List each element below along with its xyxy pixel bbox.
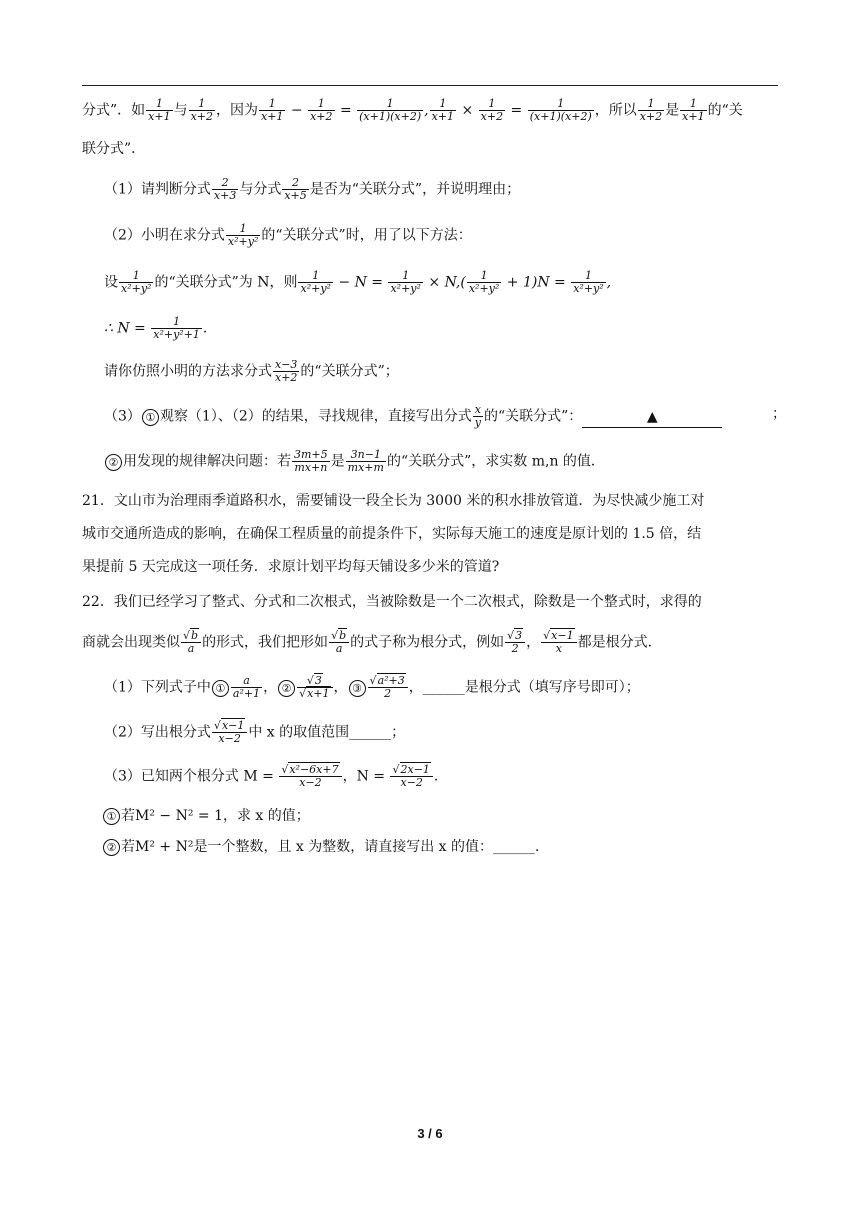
answer-blank[interactable] bbox=[582, 407, 722, 428]
triangle-icon: ▲ bbox=[646, 408, 658, 425]
q20-part2 bbox=[104, 223, 800, 248]
q22-sub1 bbox=[102, 806, 798, 826]
text: 是 bbox=[330, 453, 345, 470]
text: ． bbox=[433, 768, 448, 785]
fraction: $\frac{√3}{√x+1}$ bbox=[297, 675, 332, 700]
circled-number: ② bbox=[105, 454, 122, 471]
fraction: $\frac{1}{\text{x²+y²+1}}$ bbox=[153, 315, 200, 341]
text: （3） bbox=[104, 408, 141, 425]
intro-line-2: 联分式”． bbox=[82, 141, 146, 157]
q20-part3-2 bbox=[104, 449, 800, 474]
fraction: $\frac{1}{x+1}$ bbox=[148, 97, 171, 123]
q20-part1 bbox=[104, 177, 800, 202]
fraction: $\frac{\text{√a²+3}}{2}$ bbox=[368, 675, 408, 700]
text: ，因为 bbox=[216, 102, 259, 119]
text: 的“关联分式”为 N，则 bbox=[154, 274, 298, 291]
fraction: $\frac{1}{\text{x²+y²}}$ bbox=[227, 222, 259, 248]
fraction: $\frac{√b}{a}$ bbox=[181, 630, 201, 655]
text: 分式”．如 bbox=[82, 102, 146, 119]
text: ， bbox=[333, 679, 348, 696]
text: 的“关联分式”时，用了以下方法： bbox=[261, 227, 472, 244]
text: 的式子称为根分式，例如 bbox=[350, 634, 505, 651]
text: 的“关联分式”，求实数 m,n 的值． bbox=[386, 453, 605, 470]
fraction: $\frac{1}{x+1}$ bbox=[682, 97, 705, 123]
q22-part1 bbox=[104, 675, 800, 700]
fraction: $\frac{1}{x+1}$ bbox=[431, 97, 455, 123]
fraction: $\frac{1}{x+2}$ bbox=[480, 97, 504, 123]
fraction: $\frac{x-3}{x+2}$ bbox=[275, 358, 298, 384]
q20-method-line: 设 $\frac{1}{\text{x²+y²}}$ 的“关联分式”为 N，则 $\frac{1}{\text{x²+y²}}$ − N = $\frac{1}{\text{x²+y²}}$ × N,( $\frac{1}{\text{x²+y²}}$ + 1)N = $\frac{1}{\text{x²+y²}}$ , bbox=[104, 269, 612, 295]
q20-imitate bbox=[104, 359, 800, 384]
circled-number: ① bbox=[142, 409, 159, 426]
circled-number: ② bbox=[278, 680, 295, 697]
text: ， bbox=[263, 679, 278, 696]
text: 观察（1）、（2）的结果，寻找规律，直接写出分式 bbox=[159, 408, 472, 425]
q22-line-1: 22．我们已经学习了整式、分式和二次根式，当被除数是一个二次根式，除数是一个整式时，求得的 bbox=[82, 594, 702, 610]
circled-number: ② bbox=[103, 839, 120, 856]
circled-number: ① bbox=[212, 680, 229, 697]
text: 与 bbox=[173, 102, 188, 119]
text: ，N = bbox=[342, 768, 386, 785]
fraction: $\frac{1}{x+2}$ bbox=[190, 97, 214, 123]
fraction: $\frac{√x-1}{x-2}$ bbox=[212, 720, 247, 745]
fraction: $\frac{1}{x+2}$ bbox=[310, 97, 333, 123]
text: 若M² − N² = 1，求 x 的值； bbox=[121, 808, 310, 824]
fraction: $\frac{\text{√x²−6x+7}}{x-2}$ bbox=[279, 764, 341, 789]
fraction: $\frac{1}{\text{x²+y²}}$ bbox=[468, 269, 500, 295]
fraction: $\frac{a}{\text{a²+1}}$ bbox=[232, 674, 261, 700]
text: 的“关联分式”： bbox=[483, 408, 583, 425]
fraction: $\frac{1}{x+1}$ bbox=[261, 97, 284, 123]
fraction: $\frac{√2x-1}{x-2}$ bbox=[390, 764, 432, 789]
text: 用发现的规律解决问题：若 bbox=[123, 453, 291, 470]
q22-part3 bbox=[104, 764, 800, 789]
q21-line-1: 21．文山市为治理雨季道路积水，需要铺设一段全长为 3000 米的积水排放管道．为尽快减少施工对 bbox=[82, 493, 705, 509]
fraction: $\frac{√3}{2}$ bbox=[505, 630, 525, 655]
text: 的“关联分式”； bbox=[300, 363, 399, 380]
intro-line-1: 分式”．如 $\frac{1}{x+1}$ 与 $\frac{1}{x+2}$ ，因为 $\frac{1}{x+1}$ − $\frac{1}{x+2}$ = $\frac{1}{(x+1)(x+2)}$ , $\frac{1}{x+1}$ × $\frac{1}{x+2}$ = $\frac{1}{(x+1)(x+2)}$ ，所以 $\frac{1}{x+2}$ 是 $\frac{1}{x+1}$ 的“关 bbox=[82, 97, 743, 123]
text: 的“关 bbox=[707, 102, 743, 119]
q22-sub2 bbox=[102, 837, 798, 857]
text: 的形式，我们把形如 bbox=[202, 634, 329, 651]
q22-line-2 bbox=[82, 630, 778, 655]
text: 中 x 的取值范围______； bbox=[248, 724, 406, 741]
fraction: $\frac{1}{x+2}$ bbox=[639, 97, 663, 123]
text: ， bbox=[526, 634, 541, 651]
text: 商就会出现类似 bbox=[82, 634, 180, 651]
text: 设 bbox=[104, 274, 118, 291]
text: （1）请判断分式 bbox=[104, 181, 211, 198]
q21-line-3: 果提前 5 天完成这一项任务．求原计划平均每天铺设多少米的管道? bbox=[82, 559, 500, 575]
page-number: 3 / 6 bbox=[417, 1126, 443, 1141]
q21-line-2: 城市交通所造成的影响，在确保工程质量的前提条件下，实际每天施工的速度是原计划的 1.5 倍，结 bbox=[82, 526, 702, 542]
text: 与分式 bbox=[239, 181, 282, 198]
fraction: $\frac{3m+5}{mx+n}$ bbox=[294, 448, 328, 474]
q20-therefore: ∴ N = $\frac{1}{\text{x²+y²+1}}$ . bbox=[104, 315, 208, 341]
text: （2）写出根分式 bbox=[104, 724, 211, 741]
circled-number: ③ bbox=[349, 680, 366, 697]
text: ，所以 bbox=[594, 102, 637, 119]
text: 请你仿照小明的方法求分式 bbox=[104, 363, 272, 380]
fraction: $\frac{1}{(x+1)(x+2)}$ bbox=[529, 97, 592, 123]
fraction: $\frac{x}{y}$ bbox=[474, 403, 481, 429]
text: ； bbox=[772, 406, 786, 422]
fraction: $\frac{√x-1}{x}$ bbox=[541, 630, 576, 655]
text: ∴ N = bbox=[104, 320, 146, 337]
text: 若M² + N²是一个整数，且 x 为整数，请直接写出 x 的值：______． bbox=[121, 839, 550, 855]
fraction: $\frac{1}{\text{x²+y²}}$ bbox=[300, 269, 331, 295]
text: （2）小明在求分式 bbox=[104, 227, 225, 244]
text: （3）已知两个根分式 M = bbox=[104, 768, 274, 785]
fraction: $\frac{3n-1}{mx+m}$ bbox=[347, 448, 384, 474]
q20-part3 bbox=[104, 404, 800, 429]
fraction: $\frac{2}{x+5}$ bbox=[284, 176, 307, 202]
fraction: $\frac{2}{x+3}$ bbox=[213, 176, 237, 202]
fraction: $\frac{1}{\text{x²+y²}}$ bbox=[121, 269, 152, 295]
fraction: $\frac{1}{(x+1)(x+2)}$ bbox=[359, 97, 422, 123]
text: 是否为“关联分式”，并说明理由； bbox=[309, 181, 521, 198]
fraction: $\frac{√b}{a}$ bbox=[329, 630, 349, 655]
q22-part2 bbox=[104, 720, 800, 745]
fraction: $\frac{1}{\text{x²+y²}}$ bbox=[573, 269, 604, 295]
circled-number: ① bbox=[103, 808, 120, 825]
header-rule bbox=[82, 85, 778, 86]
text: ，______是根分式（填写序号即可）； bbox=[408, 679, 640, 696]
text: 是 bbox=[665, 102, 680, 119]
fraction: $\frac{1}{\text{x²+y²}}$ bbox=[390, 269, 421, 295]
text: 都是根分式． bbox=[577, 634, 662, 651]
text: （1）下列式子中 bbox=[104, 679, 211, 696]
